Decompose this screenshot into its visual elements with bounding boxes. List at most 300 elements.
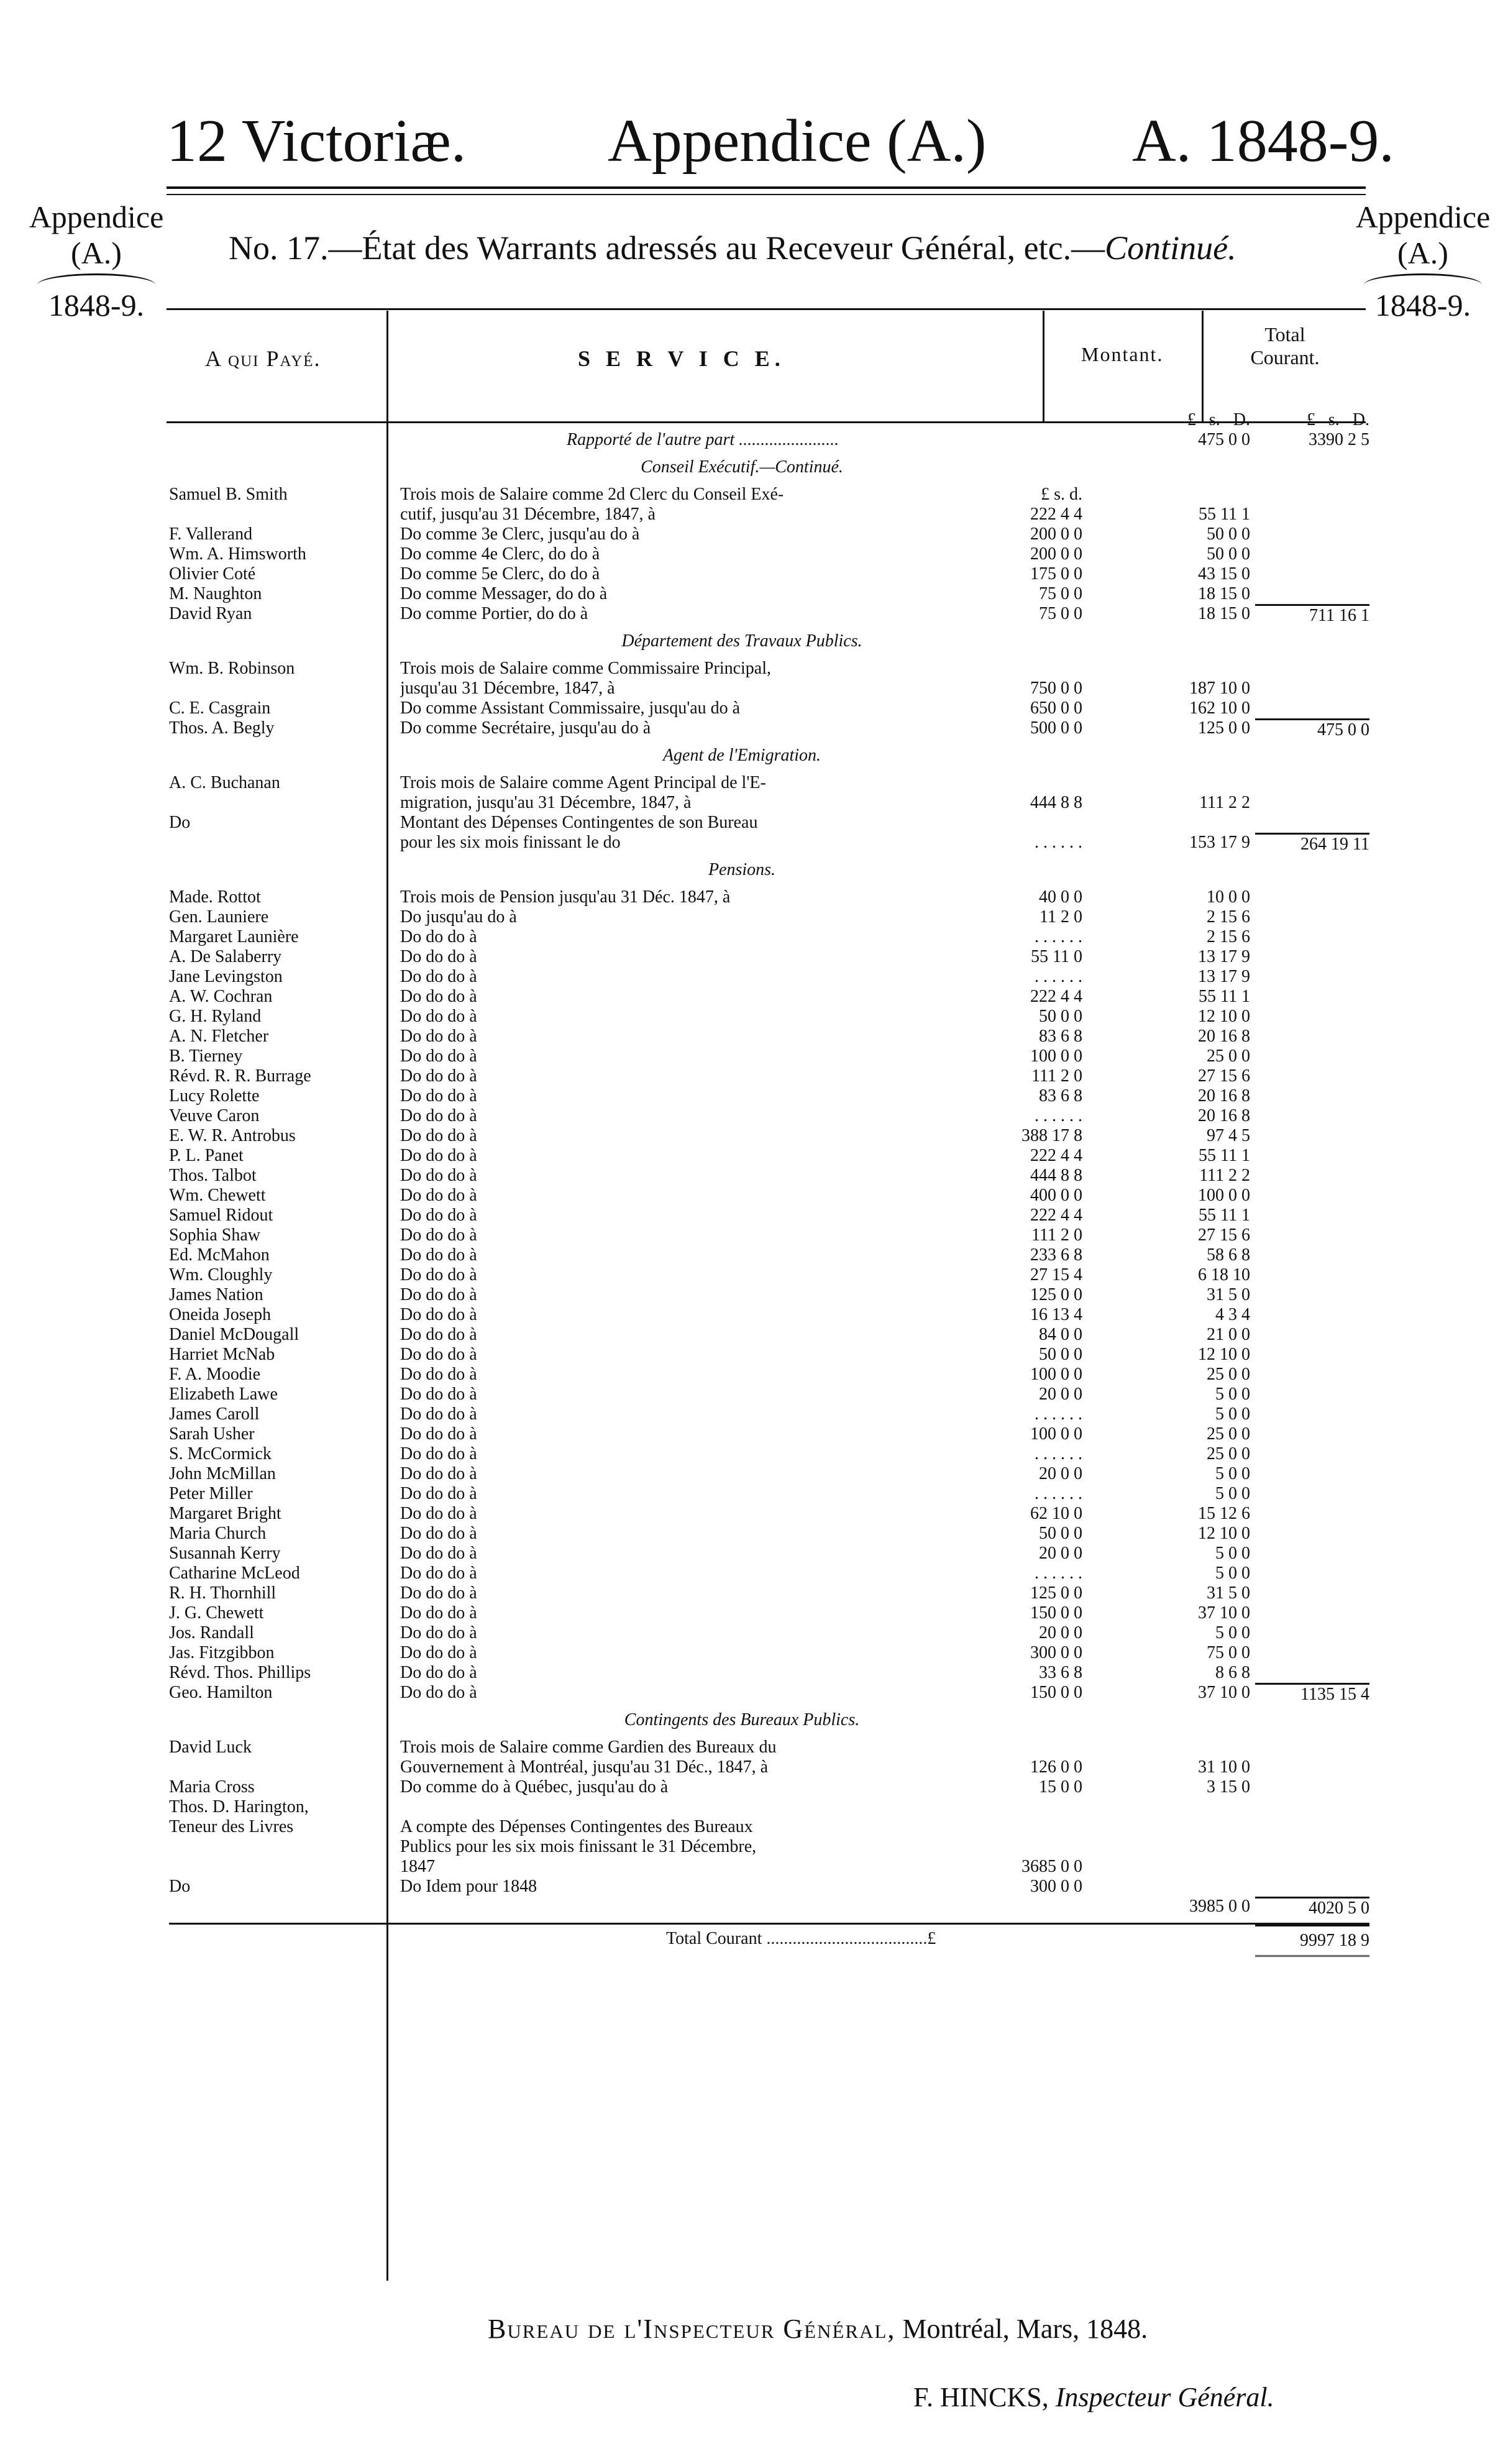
service-cell: Do do do à — [400, 1027, 477, 1046]
service-cell: Do do do à — [400, 1345, 477, 1364]
payee-cell: Peter Miller — [169, 1484, 253, 1503]
payee-cell: Do — [169, 1877, 191, 1896]
montant-cell: 5 0 0 — [1215, 1464, 1250, 1483]
column-header-service: S E R V I C E. — [578, 346, 785, 371]
montant-cell: 15 12 6 — [1198, 1504, 1250, 1523]
footer-place-date: Montréal, Mars, 1848. — [902, 2314, 1148, 2344]
annual-amount-cell: 20 0 0 — [1039, 1385, 1082, 1404]
service-cell: Do comme Assistant Commissaire, jusqu'au do à — [400, 698, 741, 718]
montant-cell: 21 0 0 — [1207, 1325, 1250, 1344]
service-cell: Do do do à — [400, 1166, 477, 1185]
payee-cell: Geo. Hamilton — [169, 1683, 273, 1702]
montant-cell: 55 11 1 — [1199, 505, 1250, 524]
service-cell: Do do do à — [400, 1524, 477, 1543]
montant-cell: 100 0 0 — [1198, 1186, 1250, 1205]
table-row — [169, 718, 1369, 738]
annual-amount-cell: . . . . . . — [1035, 1106, 1082, 1125]
table-row — [169, 1504, 1369, 1524]
payee-cell: Margaret Launière — [169, 927, 299, 946]
service-cell: Do comme Portier, do do à — [400, 604, 588, 623]
payee-cell: A. C. Buchanan — [169, 773, 280, 792]
table-row — [169, 584, 1369, 604]
margin-section-label: (A.) — [1397, 236, 1448, 270]
section-title: Conseil Exécutif.—Continué. — [641, 457, 843, 477]
footer-bureau — [488, 2313, 1148, 2345]
annual-amount-cell: 150 0 0 — [1030, 1683, 1082, 1702]
annual-amount-cell: 200 0 0 — [1030, 544, 1082, 564]
annual-amount-cell: . . . . . . — [1035, 1404, 1082, 1424]
annual-amount-cell: 55 11 0 — [1031, 947, 1082, 966]
table-row — [169, 1345, 1369, 1365]
montant-cell: 6 18 10 — [1198, 1265, 1250, 1285]
service-cell: Trois mois de Pension jusqu'au 31 Déc. 1847, à — [400, 887, 731, 907]
annual-amount-cell: 83 6 8 — [1039, 1086, 1082, 1106]
annual-amount-cell: . . . . . . — [1035, 1484, 1082, 1503]
montant-cell: 125 0 0 — [1198, 718, 1250, 738]
service-cell: Trois mois de Salaire comme 2d Clerc du Conseil Exé- — [400, 485, 784, 504]
service-cell: Do comme Secrétaire, jusqu'au do à — [400, 718, 651, 738]
annual-amount-cell: 100 0 0 — [1030, 1047, 1082, 1066]
montant-cell: 5 0 0 — [1215, 1544, 1250, 1563]
table-row — [169, 564, 1369, 584]
service-cell: Do do do à — [400, 1126, 477, 1145]
carried-forward-label: Rapporté de l'autre part ....................... — [567, 430, 839, 449]
table-row — [169, 927, 1369, 947]
montant-cell: 5 0 0 — [1215, 1385, 1250, 1404]
payee-cell: Harriet McNab — [169, 1345, 275, 1364]
annual-amount-cell: 50 0 0 — [1039, 1524, 1082, 1543]
annual-amount-cell: 222 4 4 — [1030, 505, 1082, 524]
table-row — [169, 1404, 1369, 1424]
montant-cell: 8 6 8 — [1215, 1663, 1250, 1682]
annual-amount-cell: 50 0 0 — [1039, 1007, 1082, 1026]
montant-cell: 12 10 0 — [1198, 1345, 1250, 1364]
table-row — [169, 907, 1369, 927]
payee-cell: Jas. Fitzgibbon — [169, 1643, 275, 1662]
column-divider — [1202, 311, 1204, 421]
service-cell: Do Idem pour 1848 — [400, 1877, 537, 1896]
montant-cell: 43 15 0 — [1198, 564, 1250, 584]
payee-cell: Thos. Talbot — [169, 1166, 257, 1185]
warrants-table — [169, 410, 1369, 1951]
table-row — [169, 1385, 1369, 1404]
margin-section-label: (A.) — [71, 236, 122, 270]
montant-cell: 2 15 6 — [1207, 907, 1250, 927]
montant-cell: 97 4 5 — [1207, 1126, 1250, 1145]
service-cell: Do do do à — [400, 1106, 477, 1125]
payee-cell: A. W. Cochran — [169, 987, 273, 1006]
table-row — [169, 1225, 1369, 1245]
table-row — [169, 833, 1369, 853]
annual-amount-cell: 388 17 8 — [1021, 1126, 1082, 1145]
annual-amount-cell: 62 10 0 — [1030, 1504, 1082, 1523]
table-row — [169, 1524, 1369, 1544]
payee-cell: Samuel B. Smith — [169, 485, 288, 504]
table-row — [169, 1365, 1369, 1385]
section-heading — [169, 624, 1369, 659]
service-cell: Do do do à — [400, 1086, 477, 1106]
table-row — [169, 1583, 1369, 1603]
margin-note-right — [1345, 199, 1501, 323]
statement-continued: Continué. — [1105, 229, 1236, 267]
montant-cell: 25 0 0 — [1207, 1424, 1250, 1444]
montant-cell: 25 0 0 — [1207, 1047, 1250, 1066]
payee-cell: C. E. Casgrain — [169, 698, 271, 718]
payee-cell: Margaret Bright — [169, 1504, 281, 1523]
payee-cell: Wm. Chewett — [169, 1186, 266, 1205]
margin-year-label: 1848-9. — [1374, 288, 1471, 323]
carried-forward-total: 3390 2 5 — [1309, 430, 1369, 449]
montant-cell: 20 16 8 — [1198, 1027, 1250, 1046]
annual-amount-cell: £ s. d. — [1041, 485, 1082, 504]
service-cell: Do do do à — [400, 967, 477, 986]
montant-cell: 13 17 9 — [1198, 947, 1250, 966]
annual-amount-cell: 222 4 4 — [1030, 1206, 1082, 1225]
currency-heading-montant: £ s. D. — [1187, 410, 1250, 429]
payee-cell: Révd. Thos. Phillips — [169, 1663, 311, 1682]
table-row — [169, 1777, 1369, 1797]
signature-title: Inspecteur Général. — [1055, 2382, 1274, 2412]
service-cell: Do do do à — [400, 1683, 477, 1702]
column-header-total: Total Courant. — [1250, 323, 1320, 369]
annual-amount-cell: . . . . . . — [1035, 833, 1082, 852]
service-cell: Do do do à — [400, 927, 477, 946]
payee-cell: Maria Church — [169, 1524, 267, 1543]
service-cell: Do do do à — [400, 1583, 477, 1603]
payee-cell: John McMillan — [169, 1464, 276, 1483]
table-row — [169, 1564, 1369, 1583]
service-cell: Do do do à — [400, 1404, 477, 1424]
annual-amount-cell: . . . . . . — [1035, 967, 1082, 986]
service-cell: Do do do à — [400, 1365, 477, 1384]
service-cell: Trois mois de Salaire comme Commissaire Principal, — [400, 659, 772, 678]
table-row — [169, 1464, 1369, 1484]
service-cell: Do do do à — [400, 1484, 477, 1503]
montant-cell: 27 15 6 — [1198, 1225, 1250, 1245]
service-cell: Do do do à — [400, 1325, 477, 1344]
annual-amount-cell: 40 0 0 — [1039, 887, 1082, 907]
table-row — [169, 813, 1369, 833]
total-cell: 1135 15 4 — [1255, 1683, 1369, 1705]
table-row — [169, 659, 1369, 679]
montant-cell: 187 10 0 — [1189, 679, 1250, 698]
payee-cell: Wm. A. Himsworth — [169, 544, 306, 564]
montant-cell: 5 0 0 — [1215, 1484, 1250, 1503]
annual-amount-cell: 300 0 0 — [1030, 1643, 1082, 1662]
total-courant-value: 9997 18 9 — [1255, 1925, 1369, 1957]
annual-amount-cell: 111 2 0 — [1031, 1066, 1082, 1086]
annual-amount-cell: 20 0 0 — [1039, 1623, 1082, 1642]
payee-cell: Do — [169, 813, 191, 832]
service-cell: Do do do à — [400, 1603, 477, 1623]
table-row — [169, 1877, 1369, 1897]
service-cell: Do comme Messager, do do à — [400, 584, 608, 603]
table-row — [169, 793, 1369, 813]
payee-cell: Ed. McMahon — [169, 1245, 270, 1265]
montant-cell: 31 10 0 — [1198, 1757, 1250, 1777]
total-cell: 264 19 11 — [1255, 833, 1369, 854]
service-cell: Gouvernement à Montréal, jusqu'au 31 Déc., 1847, à — [400, 1757, 769, 1777]
montant-cell: 31 5 0 — [1207, 1285, 1250, 1304]
montant-cell: 25 0 0 — [1207, 1365, 1250, 1384]
service-cell: Do do do à — [400, 1643, 477, 1662]
total-cell: 475 0 0 — [1255, 718, 1369, 740]
service-cell: Do do do à — [400, 1623, 477, 1642]
currency-heading-total: £ s. D. — [1306, 410, 1369, 429]
annual-amount-cell: 11 2 0 — [1040, 907, 1082, 927]
table-row — [169, 1007, 1369, 1027]
service-cell: Do do do à — [400, 1206, 477, 1225]
annual-amount-cell: 125 0 0 — [1030, 1583, 1082, 1603]
table-row — [169, 1837, 1369, 1857]
service-cell: Do do do à — [400, 947, 477, 966]
total-cell: 711 16 1 — [1255, 604, 1369, 626]
statement-title — [229, 229, 1236, 267]
payee-cell: Catharine McLeod — [169, 1564, 300, 1583]
payee-cell: James Caroll — [169, 1404, 260, 1424]
annual-amount-cell: 750 0 0 — [1030, 679, 1082, 698]
service-cell: Do do do à — [400, 987, 477, 1006]
service-cell: Do do do à — [400, 1444, 477, 1463]
column-header-payee: A qui Payé. — [205, 346, 321, 371]
annual-amount-cell: 83 6 8 — [1039, 1027, 1082, 1046]
annual-amount-cell: 222 4 4 — [1030, 1146, 1082, 1165]
payee-cell: David Ryan — [169, 604, 252, 623]
annual-amount-cell: . . . . . . — [1035, 1564, 1082, 1583]
montant-cell: 37 10 0 — [1198, 1683, 1250, 1702]
service-cell: Do do do à — [400, 1564, 477, 1583]
annual-amount-cell: 126 0 0 — [1030, 1757, 1082, 1777]
payee-cell: Made. Rottot — [169, 887, 261, 907]
table-row — [169, 1544, 1369, 1564]
annual-amount-cell: 233 6 8 — [1030, 1245, 1082, 1265]
brace-icon — [1364, 273, 1482, 287]
payee-cell: Wm. Cloughly — [169, 1265, 273, 1285]
annual-amount-cell: 27 15 4 — [1030, 1265, 1082, 1285]
total-courant-label: Total Courant .....................................£ — [666, 1929, 936, 1948]
annual-amount-cell: 75 0 0 — [1039, 584, 1082, 603]
montant-cell: 37 10 0 — [1198, 1603, 1250, 1623]
payee-cell: James Nation — [169, 1285, 263, 1304]
table-row — [169, 1797, 1369, 1817]
table-row — [169, 1757, 1369, 1777]
payee-cell: Veuve Caron — [169, 1106, 260, 1125]
table-row — [169, 1166, 1369, 1186]
table-row — [169, 1305, 1369, 1325]
service-cell: 1847 — [400, 1857, 435, 1876]
table-row — [169, 1047, 1369, 1066]
annual-amount-cell: 16 13 4 — [1030, 1305, 1082, 1324]
montant-cell: 50 0 0 — [1207, 544, 1250, 564]
service-cell: Do do do à — [400, 1504, 477, 1523]
service-cell: Do jusqu'au do à — [400, 907, 517, 927]
payee-cell: Gen. Launiere — [169, 907, 269, 927]
header-rule-thin — [167, 194, 1366, 195]
annual-amount-cell: 650 0 0 — [1030, 698, 1082, 718]
table-row — [169, 1066, 1369, 1086]
payee-cell: Oneida Joseph — [169, 1305, 272, 1324]
table-row — [169, 1603, 1369, 1623]
table-row — [169, 485, 1369, 505]
montant-cell: 20 16 8 — [1198, 1106, 1250, 1125]
table-row — [169, 1897, 1369, 1917]
montant-cell: 3 15 0 — [1207, 1777, 1250, 1797]
montant-cell: 5 0 0 — [1215, 1623, 1250, 1642]
service-cell: Do comme 3e Clerc, jusqu'au do à — [400, 524, 640, 544]
table-row — [169, 1643, 1369, 1663]
table-row — [169, 1027, 1369, 1047]
table-row — [169, 505, 1369, 524]
footer-signature — [913, 2381, 1274, 2413]
currency-row — [169, 410, 1369, 430]
montant-cell: 5 0 0 — [1215, 1564, 1250, 1583]
payee-cell: Susannah Kerry — [169, 1544, 281, 1563]
table-row — [169, 967, 1369, 987]
payee-cell: Sarah Usher — [169, 1424, 255, 1444]
payee-cell: A. N. Fletcher — [169, 1027, 269, 1046]
payee-cell: Révd. R. R. Burrage — [169, 1066, 311, 1086]
montant-cell: 20 16 8 — [1198, 1086, 1250, 1106]
service-cell: Do do do à — [400, 1464, 477, 1483]
montant-cell: 111 2 2 — [1199, 793, 1250, 812]
table-row — [169, 1186, 1369, 1206]
service-cell: Trois mois de Salaire comme Agent Principal de l'E- — [400, 773, 766, 792]
service-cell: Do do do à — [400, 1007, 477, 1026]
annual-amount-cell: 3685 0 0 — [1021, 1857, 1082, 1876]
montant-cell: 50 0 0 — [1207, 524, 1250, 544]
annual-amount-cell: 84 0 0 — [1039, 1325, 1082, 1344]
header-year: A. 1848-9. — [1132, 108, 1394, 175]
service-cell: Montant des Dépenses Contingentes de son Bureau — [400, 813, 758, 832]
annual-amount-cell: 100 0 0 — [1030, 1424, 1082, 1444]
margin-appendix-label: Appendice — [1355, 199, 1491, 234]
annual-amount-cell: 20 0 0 — [1039, 1544, 1082, 1563]
payee-cell: G. H. Ryland — [169, 1007, 262, 1026]
annual-amount-cell: 200 0 0 — [1030, 524, 1082, 544]
service-cell: Do do do à — [400, 1385, 477, 1404]
montant-cell: 31 5 0 — [1207, 1583, 1250, 1603]
statement-number: No. 17. — [229, 229, 329, 267]
table-row — [169, 773, 1369, 793]
service-cell: Do comme 5e Clerc, do do à — [400, 564, 600, 584]
table-row — [169, 544, 1369, 564]
montant-cell: 111 2 2 — [1199, 1166, 1250, 1185]
margin-appendix-label: Appendice — [29, 199, 164, 234]
montant-cell: 58 6 8 — [1207, 1245, 1250, 1265]
payee-cell: Wm. B. Robinson — [169, 659, 295, 678]
annual-amount-cell: 444 8 8 — [1030, 1166, 1082, 1185]
annual-amount-cell: 50 0 0 — [1039, 1345, 1082, 1364]
table-row — [169, 1663, 1369, 1683]
payee-cell: B. Tierney — [169, 1047, 243, 1066]
payee-cell: Samuel Ridout — [169, 1206, 273, 1225]
table-row — [169, 1086, 1369, 1106]
payee-cell: F. A. Moodie — [169, 1365, 261, 1384]
service-cell: Do do do à — [400, 1245, 477, 1265]
service-cell: Do do do à — [400, 1544, 477, 1563]
montant-cell: 25 0 0 — [1207, 1444, 1250, 1463]
table-row — [169, 1484, 1369, 1504]
service-cell: Publics pour les six mois finissant le 31 Décembre, — [400, 1837, 757, 1856]
annual-amount-cell: 111 2 0 — [1031, 1225, 1082, 1245]
section-title: Agent de l'Emigration. — [662, 746, 821, 765]
statement-description: —État des Warrants adressés au Receveur Général, etc.— — [328, 229, 1105, 267]
montant-cell: 5 0 0 — [1215, 1404, 1250, 1424]
service-cell: Do do do à — [400, 1186, 477, 1205]
table-row — [169, 1857, 1369, 1877]
column-divider — [1043, 311, 1044, 421]
table-row — [169, 887, 1369, 907]
montant-cell: 55 11 1 — [1199, 1206, 1250, 1225]
montant-cell: 13 17 9 — [1198, 967, 1250, 986]
table-row — [169, 1106, 1369, 1126]
service-cell: migration, jusqu'au 31 Décembre, 1847, à — [400, 793, 692, 812]
montant-cell: 18 15 0 — [1198, 604, 1250, 623]
service-cell: Do do do à — [400, 1265, 477, 1285]
annual-amount-cell: 125 0 0 — [1030, 1285, 1082, 1304]
annual-amount-cell: . . . . . . — [1035, 927, 1082, 946]
montant-cell: 18 15 0 — [1198, 584, 1250, 603]
annual-amount-cell: . . . . . . — [1035, 1444, 1082, 1463]
service-cell: Do comme 4e Clerc, do do à — [400, 544, 600, 564]
sections-container — [169, 450, 1369, 1917]
table-row — [169, 1206, 1369, 1225]
header-session: 12 Victoriæ. — [167, 108, 467, 175]
service-cell: Do do do à — [400, 1047, 477, 1066]
table-row — [169, 679, 1369, 698]
service-cell: Do do do à — [400, 1146, 477, 1165]
payee-cell: Thos. D. Harington, — [169, 1797, 309, 1816]
payee-cell: M. Naughton — [169, 584, 262, 603]
section-heading — [169, 450, 1369, 485]
total-courant-row — [169, 1923, 1369, 1951]
carried-forward-row — [169, 430, 1369, 450]
annual-amount-cell: 75 0 0 — [1039, 604, 1082, 623]
table-row — [169, 947, 1369, 967]
table-row — [169, 987, 1369, 1007]
payee-cell: P. L. Panet — [169, 1146, 244, 1165]
annual-amount-cell: 175 0 0 — [1030, 564, 1082, 584]
montant-cell: 12 10 0 — [1198, 1524, 1250, 1543]
montant-cell: 2 15 6 — [1207, 927, 1250, 946]
montant-cell: 4 3 4 — [1215, 1305, 1250, 1324]
table-row — [169, 1424, 1369, 1444]
section-title: Pensions. — [708, 860, 776, 879]
annual-amount-cell: 222 4 4 — [1030, 987, 1082, 1006]
payee-cell: A. De Salaberry — [169, 947, 282, 966]
annual-amount-cell: 444 8 8 — [1030, 793, 1082, 812]
payee-cell: Lucy Rolette — [169, 1086, 260, 1106]
service-cell: Do do do à — [400, 1305, 477, 1324]
total-cell: 4020 5 0 — [1255, 1897, 1369, 1918]
montant-cell: 10 0 0 — [1207, 887, 1250, 907]
table-row — [169, 604, 1369, 624]
annual-amount-cell: 500 0 0 — [1030, 718, 1082, 738]
payee-cell: Daniel McDougall — [169, 1325, 299, 1344]
payee-cell: J. G. Chewett — [169, 1603, 264, 1623]
section-title: Contingents des Bureaux Publics. — [624, 1710, 860, 1729]
montant-cell: 55 11 1 — [1199, 1146, 1250, 1165]
column-header-montant: Montant. — [1081, 343, 1164, 365]
payee-cell: Jane Levingston — [169, 967, 283, 986]
payee-cell: R. H. Thornhill — [169, 1583, 276, 1603]
payee-cell: Teneur des Livres — [169, 1817, 294, 1836]
section-heading — [169, 853, 1369, 887]
service-cell: Trois mois de Salaire comme Gardien des Bureaux du — [400, 1738, 777, 1757]
table-row — [169, 1444, 1369, 1464]
annual-amount-cell: 20 0 0 — [1039, 1464, 1082, 1483]
brace-icon — [37, 273, 155, 287]
